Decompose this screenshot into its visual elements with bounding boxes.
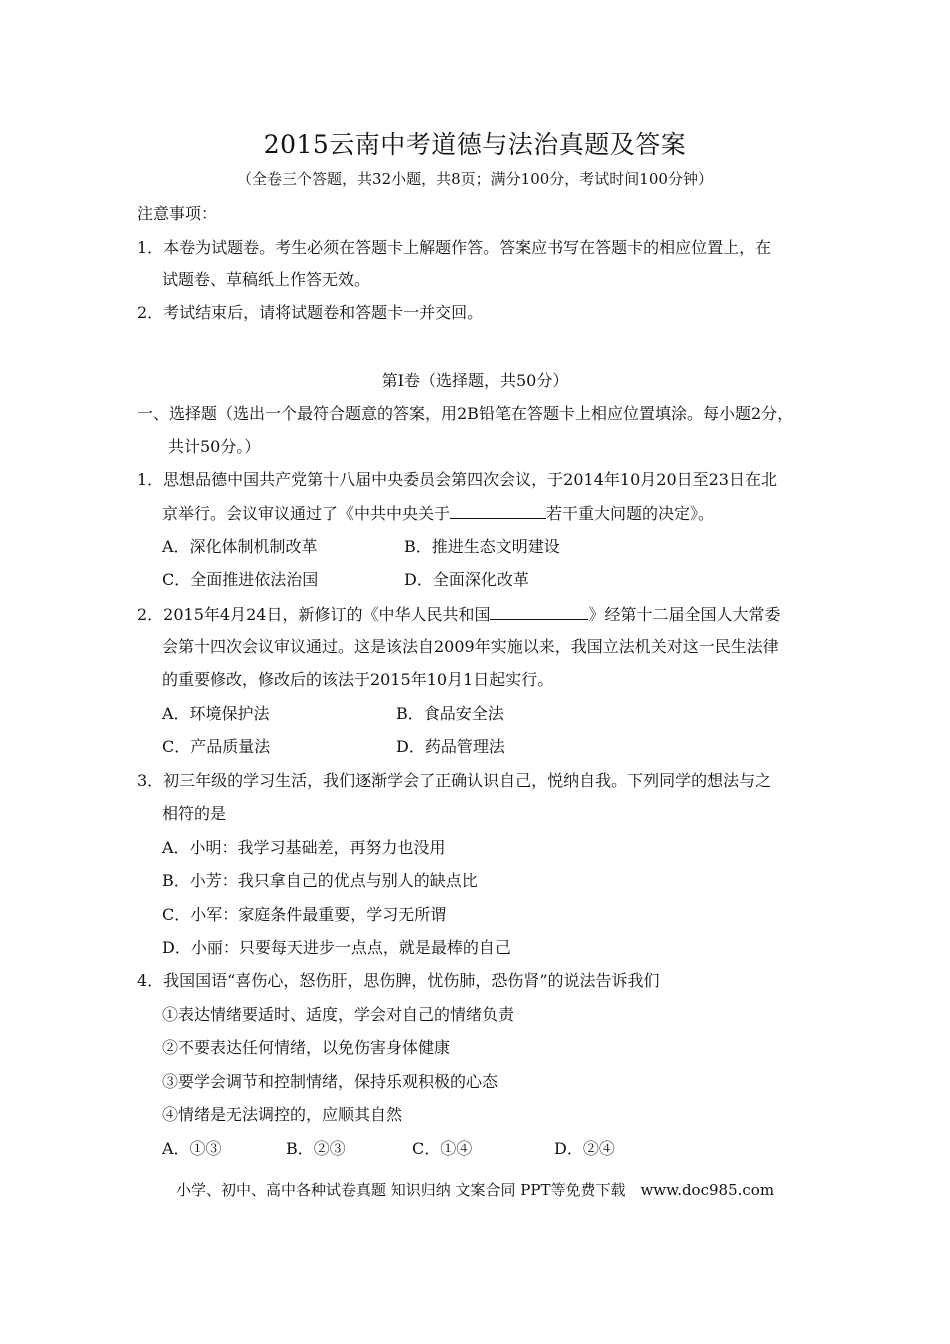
question-3-option-c: C．小军：家庭条件最重要，学习无所谓 (162, 905, 447, 924)
question-2-option-c: C．产品质量法 (162, 737, 271, 756)
question-4-statement-3: ③要学会调节和控制情绪，保持乐观积极的心态 (162, 1072, 499, 1091)
question-2-text-after-blank: 》经第十二届全国人大常委 (588, 605, 781, 624)
question-2-option-b: B．食品安全法 (396, 704, 504, 723)
question-4-statement-2: ②不要表达任何情绪，以免伤害身体健康 (162, 1038, 451, 1057)
question-2-line-2: 会第十四次会议审议通过。这是该法自2009年实施以来，我国立法机关对这一民生法律 (162, 637, 779, 656)
question-2-blank (490, 603, 588, 620)
question-3-option-d: D．小丽：只要每天进步一点点，就是最棒的自己 (162, 938, 511, 957)
question-1-blank (450, 502, 546, 519)
question-2-line-1 (137, 603, 780, 626)
section-instructions-line-2: 共计50分。） (168, 437, 261, 456)
question-4-line-1: 4．我国国语“喜伤心，怒伤肝，思伤脾，忧伤肺，恐伤肾”的说法告诉我们 (137, 971, 660, 990)
question-4-option-d: D．②④ (554, 1139, 615, 1158)
exam-title: 2015云南中考道德与法治真题及答案 (263, 130, 687, 159)
question-1-line-2 (162, 502, 714, 525)
notice-item-2: 2．考试结束后，请将试题卷和答题卡一并交回。 (137, 303, 484, 322)
question-1-option-a: A．深化体制机制改革 (162, 537, 318, 556)
exam-subtitle: （全卷三个答题，共32小题，共8页；满分100分，考试时间100分钟） (237, 170, 713, 188)
notice-heading: 注意事项： (137, 204, 218, 223)
question-4-statement-1: ①表达情绪要适时、适度，学会对自己的情绪负责 (162, 1005, 515, 1024)
question-3-line-1: 3．初三年级的学习生活，我们逐渐学会了正确认识自己，悦纳自我。下列同学的想法与之 (137, 771, 772, 790)
page-footer: 小学、初中、高中各种试卷真题 知识归纳 文案合同 PPT等免费下载 www.doc985.com (175, 1181, 775, 1199)
question-1-option-d: D．全面深化改革 (404, 570, 529, 589)
question-3-line-2: 相符的是 (162, 804, 227, 823)
question-2-option-a: A．环境保护法 (162, 704, 270, 723)
question-4-option-c: C．①④ (412, 1139, 473, 1158)
question-1-line-1: 1．思想品德中国共产党第十八届中央委员会第四次会议，于2014年10月20日至23日在北 (137, 470, 777, 489)
question-4-statement-4: ④情绪是无法调控的，应顺其自然 (162, 1105, 403, 1124)
section-heading: 第Ⅰ卷（选择题，共50分） (381, 371, 569, 390)
question-1-text-after-blank: 若干重大问题的决定》。 (546, 504, 715, 523)
question-2-option-d: D．药品管理法 (396, 737, 505, 756)
question-4-option-a: A．①③ (162, 1139, 222, 1158)
question-2-text-before-blank: 2．2015年4月24日，新修订的《中华人民共和国 (137, 605, 491, 624)
section-instructions-line-1: 一、选择题（选出一个最符合题意的答案，用2B铅笔在答题卡上相应位置填涂。每小题2分， (137, 404, 794, 423)
notice-item-1-line-2: 试题卷、草稿纸上作答无效。 (162, 270, 371, 289)
notice-item-1-line-1: 1．本卷为试题卷。考生必须在答题卡上解题作答。答案应书写在答题卡的相应位置上，在 (137, 238, 772, 257)
question-3-option-a: A．小明：我学习基础差，再努力也没用 (162, 838, 446, 857)
question-4-option-b: B．②③ (286, 1139, 346, 1158)
question-1-text-before-blank: 京举行。会议审议通过了《中共中央关于 (162, 504, 451, 523)
question-1-option-c: C．全面推进依法治国 (162, 570, 319, 589)
question-1-option-b: B．推进生态文明建设 (404, 537, 560, 556)
question-3-option-b: B．小芳：我只拿自己的优点与别人的缺点比 (162, 871, 478, 890)
question-2-line-3: 的重要修改，修改后的该法于2015年10月1日起实行。 (162, 670, 554, 689)
